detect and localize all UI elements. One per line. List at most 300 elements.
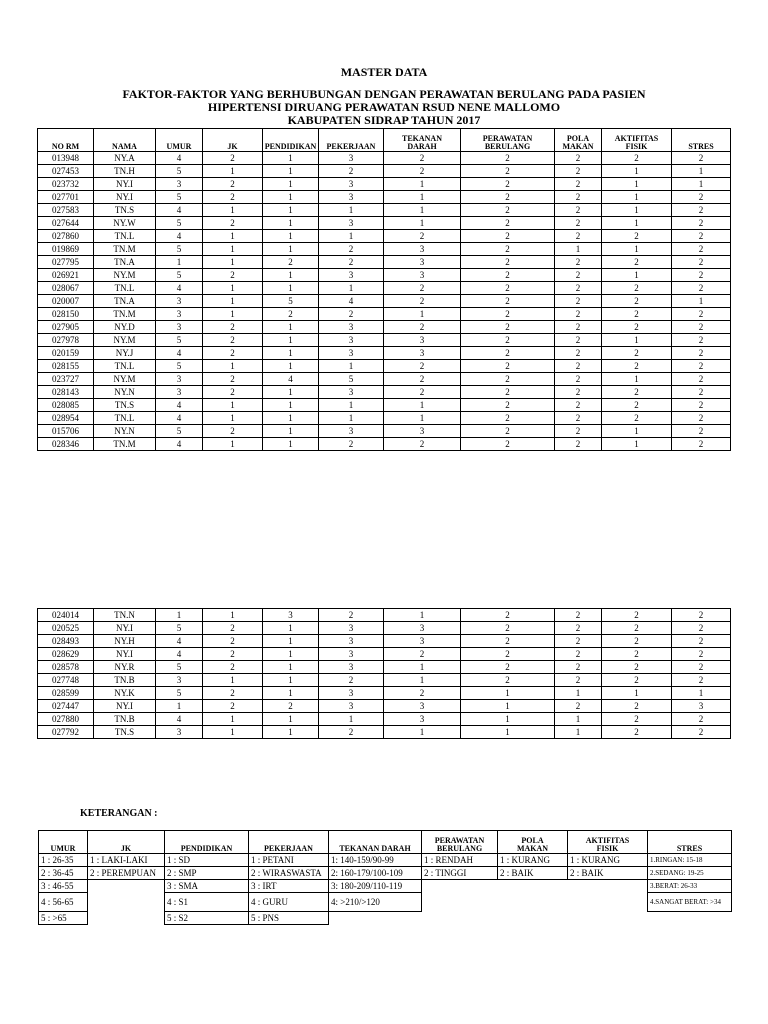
table-cell: NY.I: [94, 648, 156, 661]
table-row: [38, 295, 731, 308]
table-cell: 1: [263, 674, 319, 687]
legend-cell: 5 : >65: [39, 912, 88, 925]
table-cell: 2: [672, 282, 731, 295]
legend-table: [38, 830, 732, 925]
table-cell: 3: [156, 726, 203, 739]
table-cell: 2: [602, 308, 672, 321]
table-cell: 2: [384, 386, 461, 399]
legend-row: [39, 854, 732, 867]
table-cell: 2: [672, 347, 731, 360]
legend-empty-cell: [329, 912, 422, 925]
table-cell: 2: [672, 661, 731, 674]
legend-cell: 2: 160-179/100-109: [329, 867, 422, 880]
table-cell: TN.B: [94, 713, 156, 726]
table-row: [38, 191, 731, 204]
table-cell: 3: [384, 622, 461, 635]
table-cell: 1: [156, 609, 203, 622]
legend-cell: 2 : SMP: [165, 867, 249, 880]
legend-body: [39, 854, 732, 925]
table-cell: NY.D: [94, 321, 156, 334]
table-cell: 2: [461, 256, 555, 269]
table-cell: 4: [156, 230, 203, 243]
table-cell: 2: [203, 635, 263, 648]
table-cell: 2: [461, 412, 555, 425]
table-cell: 1: [263, 622, 319, 635]
legend-cell: 5 : PNS: [249, 912, 329, 925]
column-header: [555, 129, 602, 152]
table-cell: 1: [461, 713, 555, 726]
table-cell: 2: [672, 230, 731, 243]
table-cell: 1: [203, 412, 263, 425]
table-cell: 2: [461, 674, 555, 687]
table-row: [38, 425, 731, 438]
table-cell: 2: [461, 386, 555, 399]
column-header: [165, 831, 249, 854]
table-cell: 3: [319, 386, 384, 399]
table-row: [38, 360, 731, 373]
table-header-row: [38, 129, 731, 152]
table-cell: 026921: [38, 269, 94, 282]
legend-row: [39, 893, 732, 912]
table-cell: 5: [319, 373, 384, 386]
column-header: [602, 129, 672, 152]
table-cell: 2: [203, 425, 263, 438]
table-row: [38, 230, 731, 243]
table-cell: 3: [384, 269, 461, 282]
table-cell: 2: [555, 204, 602, 217]
column-header: [38, 129, 94, 152]
table-cell: 2: [672, 204, 731, 217]
table-cell: 2: [203, 622, 263, 635]
table-cell: 2: [555, 282, 602, 295]
table-cell: 2: [672, 674, 731, 687]
table-cell: 2: [461, 191, 555, 204]
legend-cell: 1 : KURANG: [498, 854, 568, 867]
table-cell: 1: [263, 152, 319, 165]
header-text: PENDIDIKAN: [180, 844, 233, 853]
table-cell: 2: [555, 191, 602, 204]
table-row: [38, 217, 731, 230]
table-cell: 027701: [38, 191, 94, 204]
table-cell: 028143: [38, 386, 94, 399]
column-header: [88, 831, 165, 854]
table-cell: 1: [263, 438, 319, 451]
table-cell: 027644: [38, 217, 94, 230]
column-header: [384, 129, 461, 152]
table-cell: 2: [672, 373, 731, 386]
table-cell: 2: [555, 635, 602, 648]
table-cell: 1: [672, 165, 731, 178]
table-cell: 2: [672, 360, 731, 373]
table-cell: 4: [156, 399, 203, 412]
table-cell: TN.A: [94, 256, 156, 269]
table-cell: 4: [156, 282, 203, 295]
table-cell: 2: [461, 269, 555, 282]
table-cell: 1: [319, 204, 384, 217]
legend-cell: 3.BERAT: 26-33: [648, 880, 732, 893]
table-cell: 3: [319, 661, 384, 674]
legend-empty-cell: [568, 893, 648, 912]
table-cell: 3: [156, 321, 203, 334]
table-cell: 4: [319, 295, 384, 308]
table-cell: 2: [602, 661, 672, 674]
column-header: [461, 129, 555, 152]
legend-cell: 2 : 36-45: [39, 867, 88, 880]
table-cell: 3: [263, 609, 319, 622]
table-cell: 027447: [38, 700, 94, 713]
table-cell: NY.N: [94, 425, 156, 438]
table-row: [38, 622, 731, 635]
subtitle-line-3: KABUPATEN SIDRAP TAHUN 2017: [287, 113, 481, 127]
table-row: [38, 713, 731, 726]
table-row: [38, 178, 731, 191]
header-text: PENDIDIKAN: [264, 142, 317, 151]
table-cell: 1: [602, 217, 672, 230]
legend-cell: 3 : 46-55: [39, 880, 88, 893]
table-cell: 023732: [38, 178, 94, 191]
table-cell: 2: [461, 438, 555, 451]
table-cell: 027795: [38, 256, 94, 269]
table-cell: 3: [319, 334, 384, 347]
table-cell: TN.L: [94, 230, 156, 243]
table-cell: 1: [263, 425, 319, 438]
table-cell: 2: [384, 438, 461, 451]
table-row: [38, 687, 731, 700]
table-cell: 2: [672, 386, 731, 399]
table-cell: 3: [384, 635, 461, 648]
table-cell: 2: [319, 256, 384, 269]
table-cell: 1: [263, 282, 319, 295]
table-cell: NY.M: [94, 269, 156, 282]
table-cell: 028629: [38, 648, 94, 661]
table-cell: 2: [672, 334, 731, 347]
table-cell: 028578: [38, 661, 94, 674]
table-cell: TN.S: [94, 204, 156, 217]
table-cell: 3: [319, 425, 384, 438]
table-cell: 020159: [38, 347, 94, 360]
legend-empty-cell: [422, 912, 498, 925]
table-cell: 2: [672, 256, 731, 269]
table-cell: 5: [263, 295, 319, 308]
table-cell: 2: [263, 256, 319, 269]
table-cell: 2: [461, 360, 555, 373]
master-data-table: [37, 128, 731, 451]
table-cell: 2: [384, 152, 461, 165]
table-cell: 2: [555, 217, 602, 230]
table-cell: 1: [555, 713, 602, 726]
header-text: STRES: [676, 844, 703, 853]
table-cell: 2: [203, 687, 263, 700]
table-cell: 3: [156, 308, 203, 321]
table-cell: 1: [203, 230, 263, 243]
table-cell: 2: [319, 609, 384, 622]
legend-cell: 2 : PEREMPUAN: [88, 867, 165, 880]
table-cell: 1: [203, 399, 263, 412]
table-cell: 2: [555, 399, 602, 412]
legend-cell: 3 : IRT: [249, 880, 329, 893]
legend-cell: 2.SEDANG: 19-25: [648, 867, 732, 880]
table-cell: 2: [555, 308, 602, 321]
column-header: [203, 129, 263, 152]
table-cell: TN.L: [94, 412, 156, 425]
table-cell: 2: [555, 438, 602, 451]
legend-cell: 1 : SD: [165, 854, 249, 867]
table-cell: 2: [555, 425, 602, 438]
table-cell: 1: [263, 360, 319, 373]
table-cell: 2: [203, 217, 263, 230]
master-data-table-continued: [37, 608, 731, 739]
table-cell: 2: [555, 178, 602, 191]
table-cell: 3: [384, 347, 461, 360]
table-row: [38, 152, 731, 165]
header-text: JK: [120, 844, 132, 853]
table-cell: 1: [263, 648, 319, 661]
table-cell: 4: [156, 204, 203, 217]
table-cell: 1: [203, 609, 263, 622]
table-cell: 1: [156, 256, 203, 269]
table-cell: 5: [156, 269, 203, 282]
table-cell: 2: [555, 256, 602, 269]
table-cell: 5: [156, 425, 203, 438]
table-cell: 2: [461, 308, 555, 321]
table-cell: 1: [319, 282, 384, 295]
table-cell: 3: [156, 386, 203, 399]
legend-row: [39, 912, 732, 925]
table-cell: 028954: [38, 412, 94, 425]
table-cell: 2: [555, 269, 602, 282]
table-cell: 027905: [38, 321, 94, 334]
header-text: FISIK: [625, 142, 648, 151]
table-cell: 1: [602, 687, 672, 700]
table-cell: 1: [384, 609, 461, 622]
table-cell: 1: [263, 726, 319, 739]
table-cell: 1: [602, 334, 672, 347]
table-cell: TN.S: [94, 726, 156, 739]
table-cell: 5: [156, 687, 203, 700]
table-cell: 2: [263, 308, 319, 321]
table-cell: NY.A: [94, 152, 156, 165]
subtitle-line-2: HIPERTENSI DIRUANG PERAWATAN RSUD NENE MALLOMO: [207, 100, 561, 114]
legend-empty-cell: [498, 912, 568, 925]
table-cell: 5: [156, 661, 203, 674]
table-cell: 3: [384, 256, 461, 269]
table-cell: 3: [156, 178, 203, 191]
table-cell: TN.H: [94, 165, 156, 178]
table-cell: 2: [602, 713, 672, 726]
legend-cell: 1 : LAKI-LAKI: [88, 854, 165, 867]
table-cell: 1: [156, 700, 203, 713]
legend-cell: 5 : S2: [165, 912, 249, 925]
table-cell: NY.I: [94, 700, 156, 713]
table-cell: 4: [156, 347, 203, 360]
table-cell: 2: [672, 609, 731, 622]
table-cell: 1: [384, 204, 461, 217]
table-cell: 2: [319, 165, 384, 178]
table-row: [38, 412, 731, 425]
table-cell: NY.M: [94, 334, 156, 347]
header-text: PERAWATAN: [434, 836, 485, 845]
table-row: [38, 700, 731, 713]
table-cell: 2: [461, 347, 555, 360]
table-cell: 3: [319, 347, 384, 360]
table-cell: 028599: [38, 687, 94, 700]
table-row: [38, 438, 731, 451]
table-cell: 1: [672, 687, 731, 700]
table-cell: 1: [263, 399, 319, 412]
table-cell: 4: [156, 713, 203, 726]
legend-empty-cell: [88, 912, 165, 925]
table-cell: 2: [555, 334, 602, 347]
table-cell: 2: [672, 191, 731, 204]
table-cell: 027860: [38, 230, 94, 243]
legend-cell: 3 : SMA: [165, 880, 249, 893]
table-cell: 2: [672, 269, 731, 282]
table-cell: 1: [384, 726, 461, 739]
header-text: POLA: [566, 134, 590, 143]
table-cell: 2: [602, 347, 672, 360]
table-cell: 3: [156, 373, 203, 386]
legend-cell: 2 : TINGGI: [422, 867, 498, 880]
table-cell: 3: [319, 178, 384, 191]
table-cell: 2: [555, 295, 602, 308]
table-cell: 2: [384, 687, 461, 700]
table-cell: 028085: [38, 399, 94, 412]
column-header: [156, 129, 203, 152]
table-cell: 1: [384, 674, 461, 687]
table-cell: 1: [384, 178, 461, 191]
table-row: [38, 635, 731, 648]
table-cell: 1: [319, 713, 384, 726]
header-text: FISIK: [596, 844, 619, 853]
column-header: [648, 831, 732, 854]
table-cell: 1: [203, 438, 263, 451]
table-cell: 2: [602, 726, 672, 739]
table-cell: 2: [672, 152, 731, 165]
table-cell: 1: [384, 399, 461, 412]
table-cell: 2: [672, 412, 731, 425]
table-cell: 2: [384, 360, 461, 373]
table-row: [38, 609, 731, 622]
table-cell: 2: [555, 622, 602, 635]
header-text: PEKERJAAN: [326, 142, 376, 151]
table-cell: 1: [384, 308, 461, 321]
table-cell: 2: [672, 713, 731, 726]
table-cell: NY.K: [94, 687, 156, 700]
table-cell: 1: [384, 191, 461, 204]
table-cell: NY.I: [94, 622, 156, 635]
table-cell: 3: [384, 425, 461, 438]
legend-cell: 2 : BAIK: [568, 867, 648, 880]
table-cell: 028067: [38, 282, 94, 295]
table-cell: 1: [319, 360, 384, 373]
table-cell: 1: [203, 674, 263, 687]
table-cell: 020007: [38, 295, 94, 308]
table-cell: 024014: [38, 609, 94, 622]
document-title: MASTER DATA: [340, 65, 428, 79]
table-cell: 1: [263, 243, 319, 256]
table-cell: TN.M: [94, 438, 156, 451]
table-cell: 028346: [38, 438, 94, 451]
table-cell: 1: [263, 204, 319, 217]
column-header: [319, 129, 384, 152]
table-cell: 2: [555, 412, 602, 425]
table-cell: 2: [602, 609, 672, 622]
table-cell: 2: [461, 165, 555, 178]
table-cell: 1: [602, 191, 672, 204]
table-cell: 1: [263, 269, 319, 282]
table-cell: 2: [319, 726, 384, 739]
table-cell: 2: [319, 308, 384, 321]
table-cell: 2: [203, 347, 263, 360]
table-cell: 2: [461, 204, 555, 217]
table-cell: 2: [555, 230, 602, 243]
table-cell: 2: [461, 178, 555, 191]
table-cell: 2: [555, 700, 602, 713]
table-cell: 1: [203, 165, 263, 178]
table-row: [38, 386, 731, 399]
column-header: [422, 831, 498, 854]
table-cell: 2: [461, 648, 555, 661]
table-cell: 3: [319, 217, 384, 230]
table-cell: TN.L: [94, 360, 156, 373]
table-cell: 2: [602, 622, 672, 635]
table-cell: 1: [602, 425, 672, 438]
table-body-continued: [38, 609, 731, 739]
header-text: MAKAN: [562, 142, 594, 151]
legend-cell: 1 : KURANG: [568, 854, 648, 867]
table-cell: 2: [602, 360, 672, 373]
table-cell: 027792: [38, 726, 94, 739]
table-cell: 1: [602, 269, 672, 282]
legend-cell: 3: 180-209/110-119: [329, 880, 422, 893]
header-text: JK: [227, 142, 238, 151]
table-cell: 3: [319, 321, 384, 334]
header-text: BERULANG: [484, 142, 531, 151]
table-cell: 2: [461, 243, 555, 256]
table-cell: 2: [461, 230, 555, 243]
table-cell: 2: [203, 334, 263, 347]
table-cell: 2: [384, 230, 461, 243]
table-cell: 3: [672, 700, 731, 713]
table-row: [38, 373, 731, 386]
table-cell: 2: [384, 295, 461, 308]
table-cell: NY.R: [94, 661, 156, 674]
table-row: [38, 347, 731, 360]
column-header: [672, 129, 731, 152]
table-cell: 4: [156, 152, 203, 165]
legend-row: [39, 867, 732, 880]
table-cell: 5: [156, 165, 203, 178]
table-cell: 2: [461, 334, 555, 347]
table-cell: 2: [555, 674, 602, 687]
table-cell: 1: [203, 726, 263, 739]
legend-row: [39, 880, 732, 893]
table-cell: 3: [319, 635, 384, 648]
table-cell: 028493: [38, 635, 94, 648]
table-row: [38, 321, 731, 334]
column-header: [39, 831, 88, 854]
table-cell: 2: [602, 230, 672, 243]
table-cell: TN.B: [94, 674, 156, 687]
table-row: [38, 726, 731, 739]
table-cell: 2: [555, 373, 602, 386]
table-cell: 027880: [38, 713, 94, 726]
table-cell: 2: [461, 661, 555, 674]
legend-cell: 1 : PETANI: [249, 854, 329, 867]
table-cell: 3: [156, 295, 203, 308]
table-cell: 1: [602, 178, 672, 191]
header-text: PERAWATAN: [482, 134, 533, 143]
